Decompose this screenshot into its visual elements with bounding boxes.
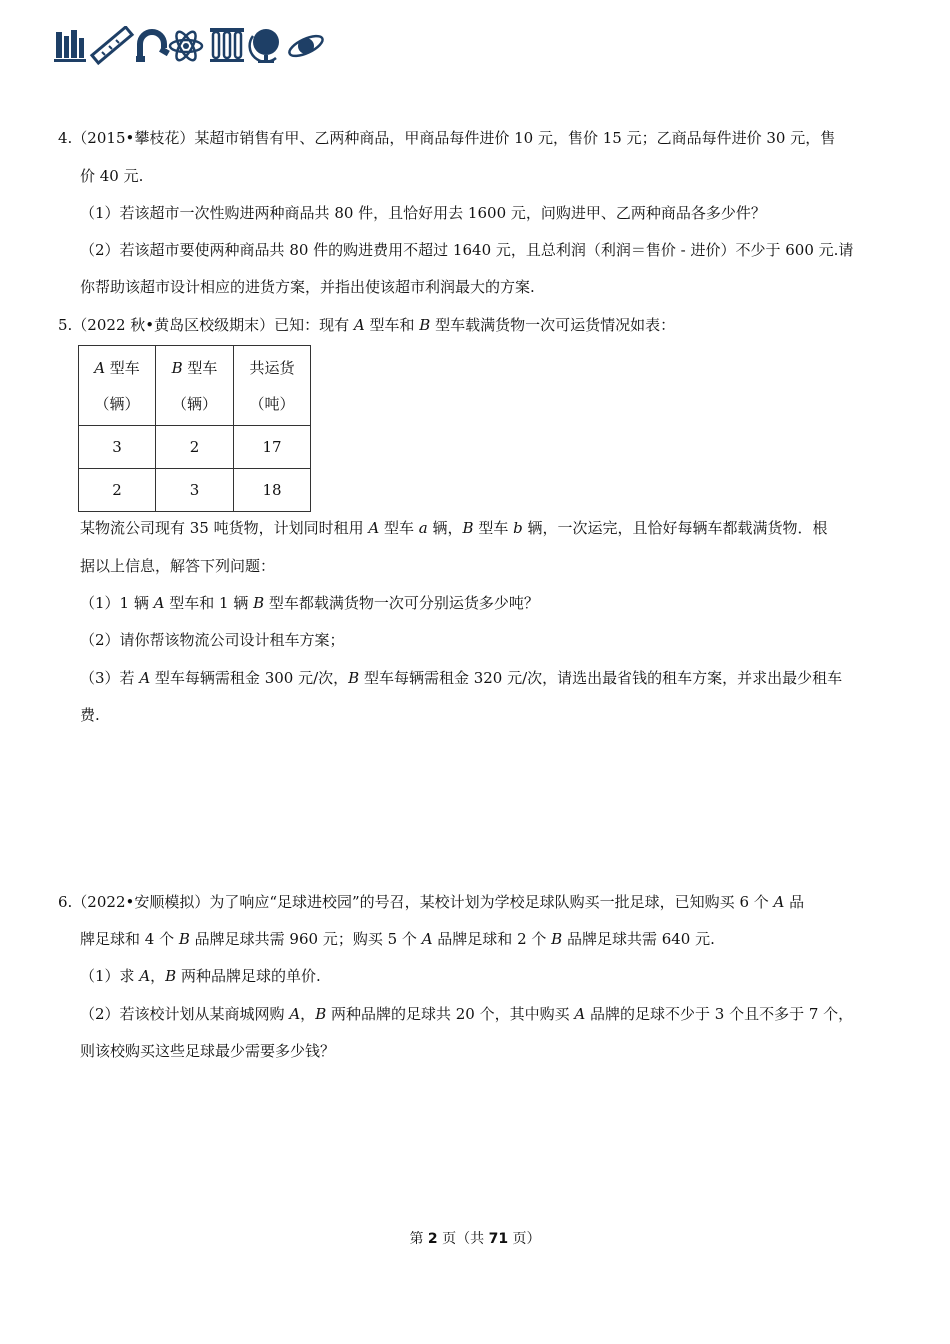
books-icon	[54, 30, 86, 62]
atom-icon	[170, 29, 202, 63]
q5-intro-text: 型车	[379, 519, 419, 537]
q5-part-3-text: （3）若	[80, 669, 140, 687]
var-small-b: b	[513, 519, 523, 537]
var-a: A	[353, 316, 365, 334]
footer-text: 页（共	[437, 1231, 489, 1247]
header-unit: （辆）	[94, 394, 140, 413]
q6-line-1	[58, 892, 804, 912]
planet-icon	[287, 32, 326, 60]
test-tubes-icon	[210, 28, 244, 62]
q4-line-1: 4.（2015•攀枝花）某超市销售有甲、乙两种商品，甲商品每件进价 10 元，售价 15 元；乙商品每件进价 30 元，售	[58, 129, 836, 147]
table-header-cell	[156, 346, 234, 426]
header-text: 型车	[105, 358, 140, 377]
q6-part-2-line-2: 则该校购买这些足球最少需要多少钱？	[80, 1042, 336, 1060]
page-total: 71	[488, 1231, 509, 1247]
table-header-cell	[234, 346, 311, 426]
var-b: B	[348, 669, 360, 687]
table-header-cell	[79, 346, 156, 426]
var-b: B	[419, 316, 431, 334]
q6-part-1-text: （1）求	[80, 967, 140, 985]
q6-line-2-text: 品牌足球和 2 个	[432, 930, 552, 948]
q6-part-2-text: 品牌的足球不少于 3 个且不多于 7 个，	[585, 1005, 854, 1023]
q5-intro-line-1	[80, 518, 828, 538]
header-unit: （吨）	[249, 394, 295, 413]
q6-line-1-text: 6.（2022•安顺模拟）为了响应“足球进校园”的号召，某校计划为学校足球队购买一批足球，已知购买 6 个	[58, 893, 774, 911]
q5-part-1-text: 型车和 1 辆	[164, 594, 254, 612]
q6-line-2-text: 品牌足球共需 960 元；购买 5 个	[189, 930, 422, 948]
q5-part-3-text: 型车每辆需租金 300 元/次，	[150, 669, 349, 687]
var-b: B	[178, 930, 190, 948]
header-icon-strip	[54, 26, 326, 66]
table-cell: 17	[234, 426, 311, 469]
q5-intro-text: 辆，一次运完，且恰好每辆车都载满货物．根	[522, 519, 828, 537]
q6-line-2-text: 品牌足球共需 640 元.	[562, 930, 715, 948]
q4-part-1: （1）若该超市一次性购进两种商品共 80 件，且恰好用去 1600 元，问购进甲、乙两种商品各多少件？	[80, 204, 766, 222]
q5-intro-line-2: 据以上信息，解答下列问题：	[80, 557, 276, 575]
q6-part-2-text: 两种品牌的足球共 20 个，其中购买	[326, 1005, 575, 1023]
table-cell: 2	[79, 469, 156, 512]
header-text: 型车	[182, 358, 218, 377]
var-b: B	[462, 519, 474, 537]
table-row	[79, 426, 311, 469]
table-cell: 2	[156, 426, 234, 469]
q5-line-1-text: 型车和	[364, 316, 420, 334]
q5-part-3-line-1	[80, 668, 842, 688]
q5-part-1-text: 型车都载满货物一次可分别运货多少吨？	[264, 594, 539, 612]
var-a: A	[139, 967, 151, 985]
var-b: B	[253, 594, 265, 612]
q6-part-1-text: 两种品牌足球的单价.	[176, 967, 321, 985]
q6-part-1-text: ，	[150, 967, 166, 985]
q6-line-2	[80, 929, 715, 949]
table-cell: 3	[79, 426, 156, 469]
q6-part-2-text: （2）若该校计划从某商城网购	[80, 1005, 290, 1023]
var-a: A	[368, 519, 380, 537]
q6-part-1	[80, 966, 321, 986]
var-a: A	[574, 1005, 586, 1023]
var-small-a: a	[418, 519, 428, 537]
footer-text: 第	[409, 1231, 428, 1247]
table-row	[79, 469, 311, 512]
cargo-table	[78, 345, 311, 512]
q5-part-1-text: （1）1 辆	[80, 594, 154, 612]
var-a: A	[153, 594, 165, 612]
q6-part-2-text: ，	[300, 1005, 316, 1023]
q5-part-1	[80, 593, 539, 613]
header-var: B	[171, 358, 183, 377]
q5-intro-text: 型车	[473, 519, 514, 537]
var-b: B	[551, 930, 563, 948]
var-a: A	[289, 1005, 301, 1023]
q4-part-2-line-2: 你帮助该超市设计相应的进货方案，并指出使该超市利润最大的方案.	[80, 278, 535, 296]
header-unit: （辆）	[171, 394, 217, 413]
q4-line-2: 价 40 元.	[80, 167, 144, 185]
table-cell: 3	[156, 469, 234, 512]
var-a: A	[139, 669, 151, 687]
q6-line-2-text: 牌足球和 4 个	[80, 930, 179, 948]
q5-line-1-text: 5.（2022 秋•黄岛区校级期末）已知：现有	[58, 316, 354, 334]
page-footer	[0, 1228, 950, 1248]
q5-line-1	[58, 315, 675, 335]
page-number: 2	[427, 1231, 438, 1247]
var-a: A	[421, 930, 433, 948]
q6-line-1-text: 品	[784, 893, 805, 911]
magnet-icon	[136, 32, 170, 62]
header-var: A	[94, 358, 106, 377]
ruler-icon	[92, 27, 132, 63]
q4-part-2-line-1: （2）若该超市要使两种商品共 80 件的购进费用不超过 1640 元，且总利润（利润＝售价 - 进价）不少于 600 元.请	[80, 241, 854, 259]
q5-part-3-line-2: 费.	[80, 706, 100, 724]
globe-icon	[250, 29, 279, 63]
header-text: 共运货	[249, 358, 295, 377]
footer-text: 页）	[508, 1231, 541, 1247]
q5-part-3-text: 型车每辆需租金 320 元/次，请选出最省钱的租车方案，并求出最少租车	[359, 669, 843, 687]
q5-intro-text: 某物流公司现有 35 吨货物，计划同时租用	[80, 519, 369, 537]
q5-part-2: （2）请你帮该物流公司设计租车方案；	[80, 631, 345, 649]
q5-line-1-text: 型车载满货物一次可运货情况如表：	[430, 316, 676, 334]
q6-part-2-line-1	[80, 1004, 853, 1024]
table-header-row	[79, 346, 311, 426]
table-cell: 18	[234, 469, 311, 512]
var-a: A	[773, 893, 785, 911]
var-b: B	[165, 967, 177, 985]
q5-intro-text: 辆，	[427, 519, 463, 537]
var-b: B	[315, 1005, 327, 1023]
